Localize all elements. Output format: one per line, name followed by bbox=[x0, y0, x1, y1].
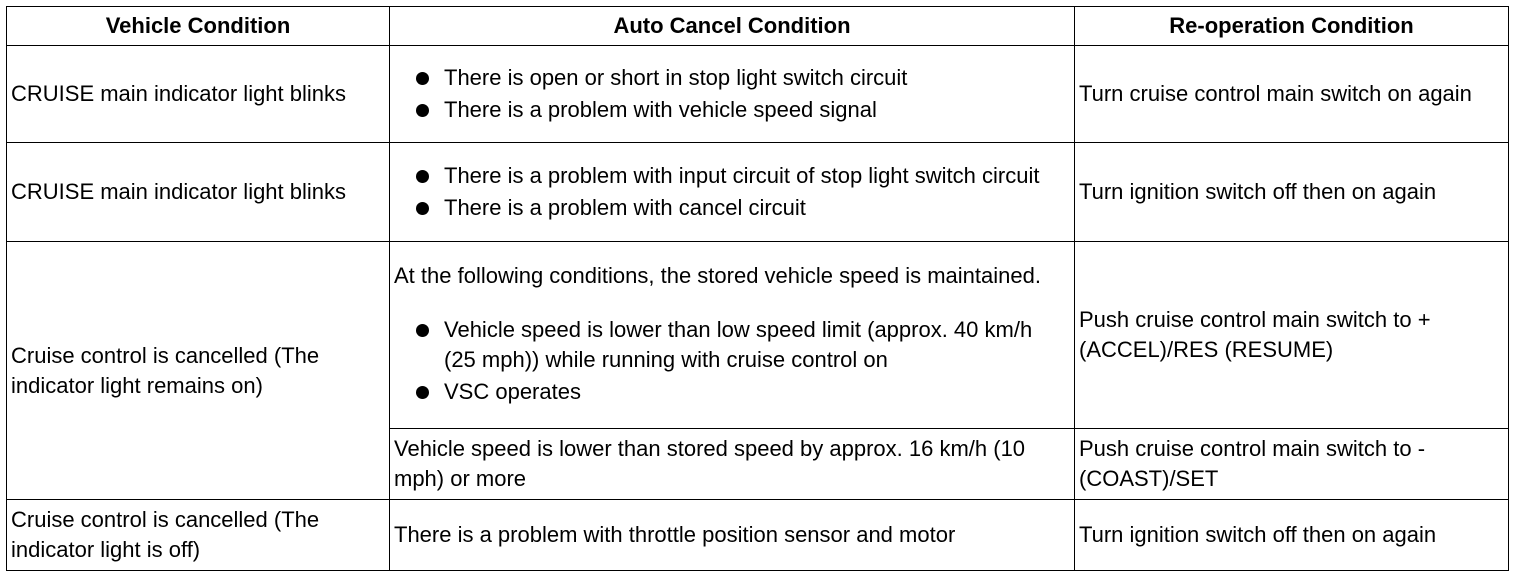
auto-cancel-cell: There is a problem with throttle position sensor and motor bbox=[390, 500, 1075, 571]
bullet-icon bbox=[416, 104, 429, 117]
cruise-cancel-table bbox=[6, 6, 1509, 571]
reoperation-cell: Turn ignition switch off then on again bbox=[1075, 500, 1509, 571]
reoperation-cell: Turn cruise control main switch on again bbox=[1075, 46, 1509, 143]
vehicle-condition-cell: CRUISE main indicator light blinks bbox=[7, 46, 390, 143]
table-row bbox=[7, 143, 1509, 242]
bullet-icon bbox=[416, 72, 429, 85]
vehicle-condition-cell: CRUISE main indicator light blinks bbox=[7, 143, 390, 242]
vehicle-condition-cell: Cruise control is cancelled (The indicator light is off) bbox=[7, 500, 390, 571]
table-row bbox=[7, 46, 1509, 143]
intro-text: At the following conditions, the stored vehicle speed is maintained. bbox=[394, 263, 1041, 288]
table-row bbox=[7, 242, 1509, 429]
reoperation-cell: Turn ignition switch off then on again bbox=[1075, 143, 1509, 242]
spacer bbox=[394, 291, 1070, 313]
list-item bbox=[394, 161, 1070, 191]
auto-cancel-cell bbox=[390, 46, 1075, 143]
bullet-icon bbox=[416, 324, 429, 337]
bullet-icon bbox=[416, 386, 429, 399]
list-item bbox=[394, 63, 1070, 93]
bullet-text: There is a problem with vehicle speed signal bbox=[444, 97, 877, 122]
header-row bbox=[7, 7, 1509, 46]
auto-cancel-cell: Vehicle speed is lower than stored speed by approx. 16 km/h (10 mph) or more bbox=[390, 429, 1075, 500]
list-item bbox=[394, 193, 1070, 223]
auto-cancel-cell bbox=[390, 143, 1075, 242]
list-item bbox=[394, 95, 1070, 125]
bullet-text: There is a problem with input circuit of stop light switch circuit bbox=[444, 163, 1040, 188]
bullet-list bbox=[394, 63, 1070, 125]
table-row bbox=[7, 500, 1509, 571]
bullet-list bbox=[394, 161, 1070, 223]
reoperation-cell: Push cruise control main switch to + (ACCEL)/RES (RESUME) bbox=[1075, 242, 1509, 429]
reoperation-cell: Push cruise control main switch to - (COAST)/SET bbox=[1075, 429, 1509, 500]
header-vehicle-condition: Vehicle Condition bbox=[7, 7, 390, 46]
bullet-text: There is open or short in stop light switch circuit bbox=[444, 65, 908, 90]
vehicle-condition-cell: Cruise control is cancelled (The indicator light remains on) bbox=[7, 242, 390, 500]
list-item bbox=[394, 377, 1070, 407]
bullet-icon bbox=[416, 170, 429, 183]
header-reoperation-condition: Re-operation Condition bbox=[1075, 7, 1509, 46]
list-item bbox=[394, 315, 1070, 375]
auto-cancel-cell bbox=[390, 242, 1075, 429]
bullet-text: Vehicle speed is lower than low speed limit (approx. 40 km/h (25 mph)) while running with cruise control on bbox=[444, 317, 1033, 372]
bullet-list bbox=[394, 315, 1070, 407]
bullet-text: There is a problem with cancel circuit bbox=[444, 195, 806, 220]
header-auto-cancel-condition: Auto Cancel Condition bbox=[390, 7, 1075, 46]
bullet-icon bbox=[416, 202, 429, 215]
bullet-text: VSC operates bbox=[444, 379, 581, 404]
